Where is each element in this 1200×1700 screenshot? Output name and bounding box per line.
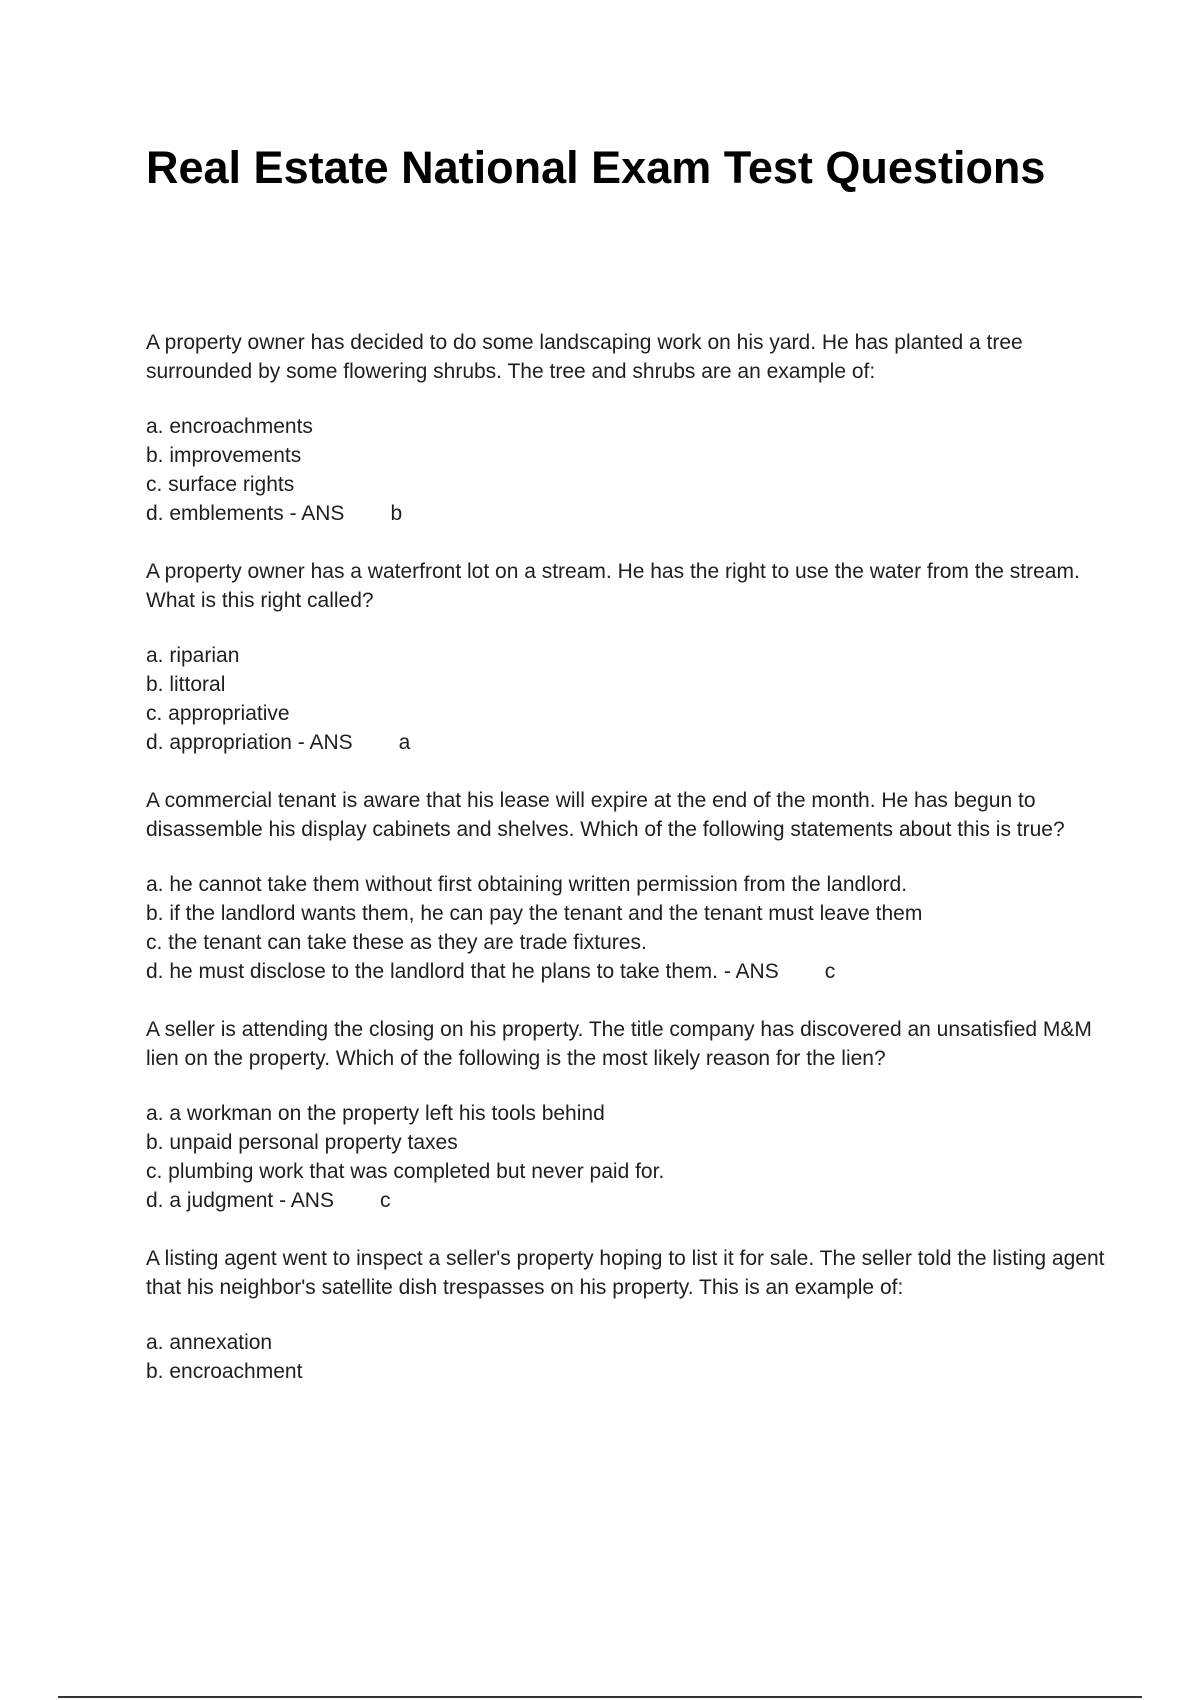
option-b: b. encroachment	[146, 1360, 303, 1383]
option-d: d. he must disclose to the landlord that he plans to take them.	[146, 960, 719, 983]
option-d: d. a judgment	[146, 1189, 274, 1212]
option-a: a. encroachments	[146, 415, 313, 438]
option-a: a. he cannot take them without first obtaining written permission from the landlord.	[146, 873, 908, 896]
question-stem: A listing agent went to inspect a seller's property hoping to list it for sale. The seller told the listing agent that his neighbor's satellite dish trespasses on his property. This is an example of:	[146, 1247, 1105, 1299]
option-d: d. emblements	[146, 502, 284, 525]
option-d-with-answer	[146, 728, 1106, 757]
question-1	[146, 328, 1106, 528]
option-b: b. improvements	[146, 444, 302, 467]
option-c: c. plumbing work that was completed but never paid for.	[146, 1160, 665, 1183]
answer-label: - ANS	[297, 731, 353, 754]
option-c: c. appropriative	[146, 702, 290, 725]
question-stem: A property owner has decided to do some landscaping work on his yard. He has planted a tree surrounded by some flowering shrubs. The tree and shrubs are an example of:	[146, 331, 1023, 383]
question-2	[146, 557, 1106, 757]
answer-value: a	[398, 731, 411, 754]
question-stem: A commercial tenant is aware that his lease will expire at the end of the month. He has begun to disassemble his display cabinets and shelves. Which of the following statements about this is true?	[146, 789, 1065, 841]
option-c: c. the tenant can take these as they are trade fixtures.	[146, 931, 647, 954]
option-d: d. appropriation	[146, 731, 292, 754]
question-list	[146, 328, 1106, 1415]
question-5	[146, 1244, 1106, 1386]
option-b: b. unpaid personal property taxes	[146, 1131, 458, 1154]
question-4	[146, 1015, 1106, 1215]
document-title: Real Estate National Exam Test Questions	[146, 142, 1046, 193]
answer-value: b	[390, 502, 403, 525]
option-a: a. riparian	[146, 644, 240, 667]
option-d-with-answer	[146, 957, 1106, 986]
question-stem: A seller is attending the closing on his property. The title company has discovered an unsatisfied M&M lien on the property. Which of the following is the most likely reason for the lien?	[146, 1018, 1092, 1070]
option-d-with-answer	[146, 1186, 1106, 1215]
option-b: b. littoral	[146, 673, 226, 696]
footer-divider	[58, 1696, 1142, 1698]
answer-value: c	[379, 1189, 391, 1212]
option-d-with-answer	[146, 499, 1106, 528]
answer-label: - ANS	[723, 960, 779, 983]
question-stem: A property owner has a waterfront lot on a stream. He has the right to use the water from the stream. What is this right called?	[146, 560, 1080, 612]
option-a: a. annexation	[146, 1331, 273, 1354]
option-c: c. surface rights	[146, 473, 295, 496]
option-a: a. a workman on the property left his tools behind	[146, 1102, 605, 1125]
answer-value: c	[824, 960, 836, 983]
option-b: b. if the landlord wants them, he can pay the tenant and the tenant must leave them	[146, 902, 923, 925]
answer-label: - ANS	[279, 1189, 334, 1212]
answer-label: - ANS	[289, 502, 345, 525]
question-3	[146, 786, 1106, 986]
